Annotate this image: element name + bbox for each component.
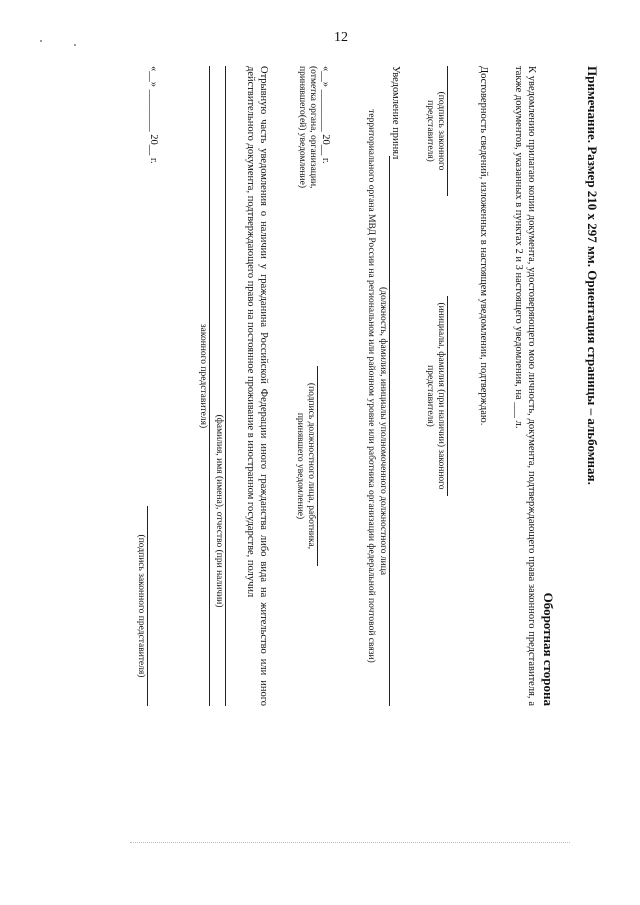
initials-line bbox=[447, 296, 448, 496]
legal-rep-caption: законного представителя) bbox=[198, 323, 208, 429]
fio-line bbox=[225, 66, 226, 706]
signature-line-2 bbox=[147, 506, 148, 706]
signature-caption-2: (подпись законного представителя) bbox=[136, 534, 146, 678]
officer-caption: (должность, фамилия, инициалы уполномоченного должностного лица bbox=[378, 286, 388, 576]
official-signature-line bbox=[317, 366, 318, 566]
page-trim-line bbox=[130, 842, 570, 843]
certify-statement: Достоверность сведений, изложенных в настоящем уведомлении, подтверждаю. bbox=[478, 66, 489, 426]
official-signature-caption: (подпись должностного лица, работника, принявшего уведомление) bbox=[294, 382, 316, 550]
intro-paragraph: К уведомлению прилагаю копии документа, удостоверяющего мою личность, документа, подтверждающего права законного представителя, а также документов, указанных в пунктах 2 и 3 настоящего уведомления, на ___ л. bbox=[512, 66, 537, 706]
legal-rep-line bbox=[209, 66, 210, 706]
signature-line bbox=[447, 66, 448, 196]
received-label: Уведомление принял bbox=[390, 66, 401, 160]
tearoff-paragraph: Отрывную часть уведомления о наличии у гражданина Российской Федерации иного гражданства либо вида на жительство или иного действительного документа, подтверждающего право на постоянное проживание в иностранном государстве, получил bbox=[244, 66, 269, 706]
fio-caption: (фамилия, имя (имена), отчество (при наличии) bbox=[214, 414, 224, 608]
page-number: 12 bbox=[334, 30, 348, 45]
reverse-side-form bbox=[110, 66, 560, 706]
signature-caption: (подпись законного представителя) bbox=[424, 91, 446, 171]
form-title: Оборотная сторона bbox=[541, 592, 556, 706]
date-line-1: «__» ________ 20__ г. bbox=[320, 66, 331, 164]
date-line-2: «__» ________ 20__ г. bbox=[148, 66, 159, 164]
scan-speck bbox=[40, 40, 42, 42]
mark-caption: (отметка органа, организации, принявшего(ей) уведомление) bbox=[296, 66, 318, 189]
territorial-caption: территориального органа МВД России на региональном или районном уровне или работника организации федеральной почтовой связи) bbox=[366, 109, 376, 663]
officer-line bbox=[389, 156, 390, 706]
page-note: Примечание. Размер 210 х 297 мм. Ориентация страницы – альбомная. bbox=[585, 66, 600, 485]
scan-speck bbox=[74, 44, 76, 46]
initials-caption: (инициалы, фамилия (при наличии) законного представителя) bbox=[424, 302, 446, 490]
